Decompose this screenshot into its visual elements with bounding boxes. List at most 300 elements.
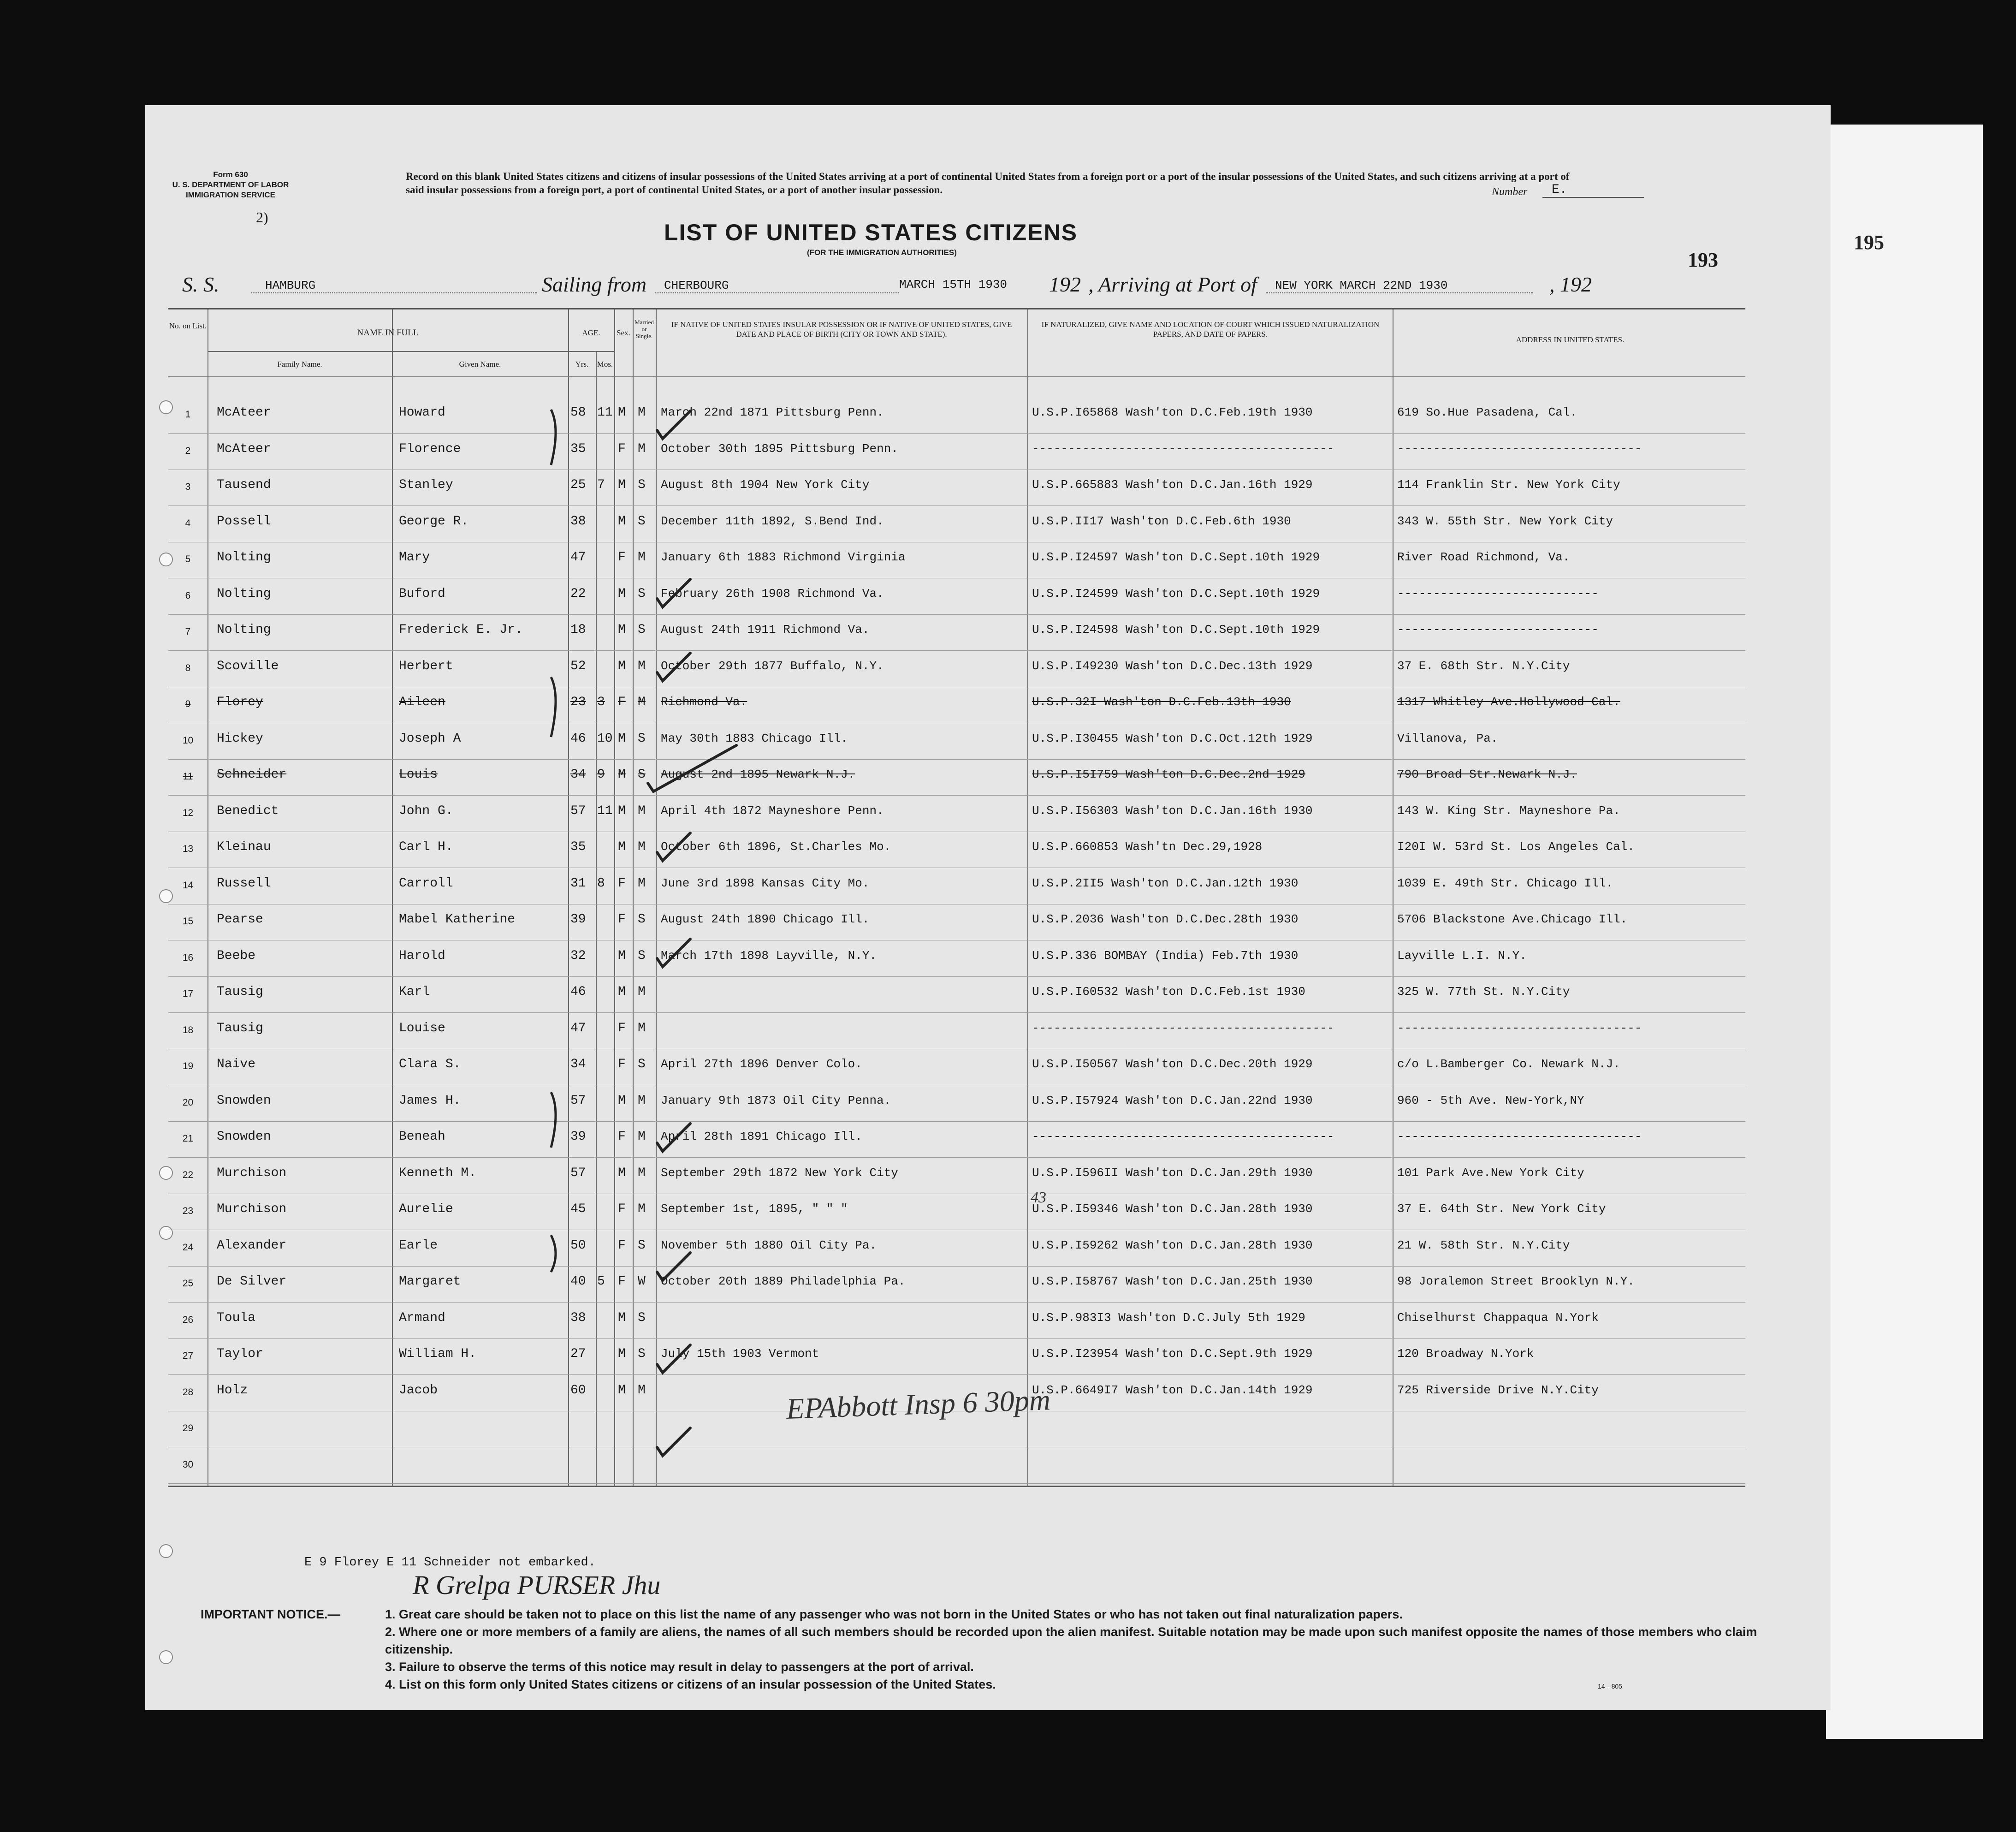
cell-no: 13 [182,844,194,854]
cell-nat: U.S.P.983I3 Wash'ton D.C.July 5th 1929 [1032,1310,1305,1325]
cell-yrs: 39 [570,912,586,927]
cell-nat: U.S.P.665883 Wash'ton D.C.Jan.16th 1929 [1032,478,1313,492]
cell-given: Joseph A [399,731,461,746]
col-age: AGE. [582,328,600,337]
cell-ms: S [638,1057,646,1071]
cell-birth: September 29th 1872 New York City [661,1166,898,1180]
cell-yrs: 57 [570,1093,586,1108]
cell-sex: M [618,1383,626,1398]
cell-family: McAteer [217,405,271,420]
cell-addr: I20I W. 53rd St. Los Angeles Cal. [1397,840,1635,854]
form-id-block [161,170,300,200]
cell-nat: ------------------------------------------ [1032,1130,1334,1143]
cell-sex: M [618,1166,626,1180]
cell-yrs: 25 [570,478,586,492]
notice-item-3: 3. Failure to observe the terms of this notice may result in delay to passengers at the port of arrival. [385,1660,974,1674]
cell-addr: 1317 Whitley Ave.Hollywood Cal. [1397,695,1620,709]
cell-mos: 5 [597,1274,605,1289]
cell-given: John G. [399,803,453,818]
handwritten-43: 43 [1031,1189,1046,1206]
cell-given: George R. [399,514,469,529]
col-mos: Mos. [597,360,613,369]
cell-sex: F [618,1202,626,1216]
ship-name: HAMBURG [251,279,537,293]
cell-no: 4 [185,517,191,529]
record-note: Record on this blank United States citizens and citizens of insular possessions of the United States arriving at a port of continental United States from a foreign port or a port of the insular possessions of the United States, and such citizens arriving at a port of said insular possessions from a foreign port, a port of continental United States, or a port of another insular possession. [406,171,1570,196]
cell-no: 12 [182,807,194,818]
cell-birth: November 5th 1880 Oil City Pa. [661,1238,877,1252]
cell-nat: U.S.P.I24599 Wash'ton D.C.Sept.10th 1929 [1032,586,1320,601]
cell-ms: W [638,1274,646,1289]
cell-addr: 619 So.Hue Pasadena, Cal. [1397,405,1577,419]
cell-yrs: 47 [570,550,586,565]
sailing-port: CHERBOURG [655,279,899,293]
col-yrs: Yrs. [575,360,589,369]
cell-addr: 790 Broad Str.Newark N.J. [1397,767,1577,781]
cell-no: 21 [182,1133,194,1144]
cell-no: 5 [185,554,191,565]
cell-sex: M [618,514,626,529]
cell-sex: M [618,586,626,601]
table-body [168,397,1745,1486]
cell-ms: M [638,405,646,420]
cell-ms: S [638,731,646,746]
cell-given: Earle [399,1238,438,1253]
cell-sex: M [618,840,626,854]
cell-yrs: 31 [570,876,586,891]
col-no: No. on List. [169,321,207,330]
cell-nat: U.S.P.I596II Wash'ton D.C.Jan.29th 1930 [1032,1166,1313,1180]
cell-nat: U.S.P.336 BOMBAY (India) Feb.7th 1930 [1032,948,1299,963]
cell-family: McAteer [217,441,271,456]
cell-family: Snowden [217,1093,271,1108]
cell-sex: F [618,1274,626,1289]
cell-given: Louise [399,1021,445,1035]
cell-given: Beneah [399,1130,445,1144]
col-given-name: Given Name. [459,360,501,369]
cell-nat: U.S.P.I57924 Wash'ton D.C.Jan.22nd 1930 [1032,1093,1313,1107]
cell-family: Russell [217,876,271,891]
cell-family: Florey [217,695,263,709]
cell-sex: M [618,1347,626,1361]
notice-items [385,1606,1814,1693]
table-row [168,614,1745,651]
cell-birth: August 8th 1904 New York City [661,478,870,492]
cell-addr: 101 Park Ave.New York City [1397,1166,1584,1180]
page-subtitle: (FOR THE IMMIGRATION AUTHORITIES) [807,248,957,257]
cell-nat: U.S.P.I59262 Wash'ton D.C.Jan.28th 1930 [1032,1238,1313,1252]
cell-addr: 1039 E. 49th Str. Chicago Ill. [1397,876,1613,890]
cell-addr: 37 E. 68th Str. N.Y.City [1397,659,1570,673]
manifest-page [145,105,1831,1710]
cell-given: Carroll [399,876,453,891]
cell-no: 19 [182,1061,194,1071]
passenger-table [168,308,1745,1487]
cell-sex: M [618,803,626,818]
cell-yrs: 40 [570,1274,586,1289]
cell-ms: M [638,1130,646,1144]
cell-yrs: 58 [570,405,586,420]
cell-yrs: 27 [570,1347,586,1361]
cell-addr: ---------------------------------- [1397,1021,1642,1035]
cell-family: Benedict [217,803,279,818]
cell-given: Harold [399,948,445,963]
cell-ms: S [638,1238,646,1253]
cell-addr: 143 W. King Str. Mayneshore Pa. [1397,803,1620,818]
table-row [168,940,1745,977]
check-marks [629,396,740,1503]
punch-hole [159,1544,173,1558]
cell-nat: U.S.P.I59346 Wash'ton D.C.Jan.28th 1930 [1032,1202,1313,1216]
col-family-name: Family Name. [277,360,322,369]
cell-family: Holz [217,1383,248,1398]
cell-ms: M [638,441,646,456]
table-row [168,759,1745,796]
col-birth: IF NATIVE OF UNITED STATES INSULAR POSSESSION OR IF NATIVE OF UNITED STATES, GIVE DATE AND PLACE OF BIRTH (CITY OR TOWN AND STATE). [671,320,1012,339]
cell-given: Kenneth M. [399,1166,477,1180]
cell-yrs: 45 [570,1202,586,1216]
cell-birth: October 20th 1889 Philadelphia Pa. [661,1274,906,1288]
number-value: E. [1542,183,1644,198]
cell-given: Armand [399,1310,445,1325]
cell-yrs: 57 [570,1166,586,1180]
cell-birth: June 3rd 1898 Kansas City Mo. [661,876,870,890]
cell-no: 24 [182,1242,194,1253]
table-row [168,1303,1745,1339]
cell-ms: M [638,550,646,565]
cell-no: 20 [182,1097,194,1108]
cell-yrs: 38 [570,514,586,529]
notice-item-4: 4. List on this form only United States citizens or citizens of an insular possession of the United States. [385,1677,996,1691]
cell-yrs: 18 [570,623,586,637]
table-row [168,868,1745,904]
col-married: Married or Single. [634,319,654,339]
cell-birth: October 30th 1895 Pittsburg Penn. [661,441,898,456]
cell-addr: 725 Riverside Drive N.Y.City [1397,1383,1599,1397]
cell-birth: March 17th 1898 Layville, N.Y. [661,948,877,963]
table-row [168,1447,1745,1484]
year-stub-1: 192 [1049,273,1081,296]
cell-family: Tausig [217,985,263,999]
table-row [168,1085,1745,1122]
cell-sex: F [618,1130,626,1144]
cell-nat: U.S.P.2II5 Wash'ton D.C.Jan.12th 1930 [1032,876,1299,890]
table-row [168,1121,1745,1158]
cell-no: 27 [182,1350,194,1361]
sailing-date: MARCH 15TH 1930 [899,278,1008,291]
cell-birth: Richmond Va. [661,695,747,709]
cell-sex: F [618,876,626,891]
cell-yrs: 22 [570,586,586,601]
cell-mos: 3 [597,695,605,709]
not-embarked-note: E 9 Florey E 11 Schneider not embarked. [304,1556,596,1570]
cell-sex: M [618,405,626,420]
cell-birth: August 24th 1911 Richmond Va. [661,623,870,636]
form-number: Form 630 [213,170,248,179]
cell-addr: 960 - 5th Ave. New-York,NY [1397,1093,1584,1107]
cell-family: Toula [217,1310,256,1325]
cell-nat: U.S.P.I49230 Wash'ton D.C.Dec.13th 1929 [1032,659,1313,673]
table-row [168,542,1745,578]
table-row [168,1230,1745,1267]
cell-yrs: 52 [570,659,586,673]
cell-family: Murchison [217,1166,287,1180]
cell-ms: M [638,1383,646,1398]
cell-sex: M [618,767,626,782]
cell-no: 8 [185,662,191,673]
cell-birth: August 2nd 1895 Newark N.J. [661,767,855,781]
table-row [168,470,1745,506]
cell-ms: S [638,948,646,963]
cell-addr: 120 Broadway N.York [1397,1347,1534,1361]
cell-sex: F [618,1238,626,1253]
cell-no: 16 [182,952,194,963]
cell-given: Karl [399,985,430,999]
cell-nat: U.S.P.6649I7 Wash'ton D.C.Jan.14th 1929 [1032,1383,1313,1397]
cell-yrs: 34 [570,767,586,782]
cell-sex: M [618,478,626,492]
cell-sex: M [618,1093,626,1108]
cell-yrs: 38 [570,1310,586,1325]
cell-family: Tausend [217,478,271,492]
cell-addr: 114 Franklin Str. New York City [1397,478,1620,492]
cell-given: Mary [399,550,430,565]
cell-given: Stanley [399,478,453,492]
cell-no: 9 [185,699,191,709]
cell-birth: February 26th 1908 Richmond Va. [661,586,884,601]
cell-no: 6 [185,590,191,601]
cell-nat: U.S.P.I65868 Wash'ton D.C.Feb.19th 1930 [1032,405,1313,419]
adjacent-page-number: 195 [1854,231,1884,254]
cell-family: Snowden [217,1130,271,1144]
cell-birth: April 4th 1872 Mayneshore Penn. [661,803,884,818]
cell-ms: S [638,514,646,529]
cell-nat: U.S.P.32I Wash'ton D.C.Feb.13th 1930 [1032,695,1291,709]
cell-yrs: 47 [570,1021,586,1035]
cell-birth: August 24th 1890 Chicago Ill. [661,912,870,926]
cell-no: 30 [182,1459,194,1470]
cell-family: Scoville [217,659,279,673]
cell-ms: S [638,767,646,782]
cell-birth: September 1st, 1895, " " " [661,1202,848,1216]
cell-given: Aileen [399,695,445,709]
cell-birth: May 30th 1883 Chicago Ill. [661,731,848,745]
table-row [168,651,1745,687]
cell-addr: ---------------------------- [1397,586,1599,601]
cell-sex: M [618,985,626,999]
cell-ms: M [638,876,646,891]
cell-addr: c/o L.Bamberger Co. Newark N.J. [1397,1057,1620,1071]
table-row [168,1194,1745,1230]
cell-ms: M [638,1093,646,1108]
cell-ms: S [638,1347,646,1361]
cell-ms: M [638,985,646,999]
cell-no: 11 [183,771,193,782]
ss-label: S. S. [182,273,219,296]
cell-family: Naive [217,1057,256,1071]
cell-mos: 8 [597,876,605,891]
cell-addr: 98 Joralemon Street Brooklyn N.Y. [1397,1274,1635,1288]
cell-ms: S [638,912,646,927]
cell-sex: F [618,912,626,927]
cell-no: 28 [182,1386,194,1398]
cell-no: 26 [182,1314,194,1325]
print-code: 14—805 [1598,1683,1622,1690]
cell-given: Carl H. [399,840,453,854]
cell-nat: U.S.P.I23954 Wash'ton D.C.Sept.9th 1929 [1032,1347,1313,1361]
cell-ms: M [638,695,646,709]
cell-ms: S [638,586,646,601]
bracket-marks [542,400,569,1277]
cell-ms: S [638,1310,646,1325]
table-row [168,687,1745,723]
table-row [168,723,1745,760]
table-row [168,1158,1745,1194]
cell-mos: 9 [597,767,605,782]
cell-yrs: 35 [570,840,586,854]
cell-nat: U.S.P.660853 Wash'tn Dec.29,1928 [1032,840,1263,854]
cell-family: Possell [217,514,271,529]
cell-given: Frederick E. Jr. [399,623,523,637]
cell-no: 1 [185,409,191,420]
cell-family: Schneider [217,767,287,782]
cell-nat: U.S.P.2036 Wash'ton D.C.Dec.28th 1930 [1032,912,1299,926]
cell-given: Howard [399,405,445,420]
department: U. S. DEPARTMENT OF LABOR [172,180,289,189]
cell-birth: July 15th 1903 Vermont [661,1347,819,1361]
cell-birth: January 9th 1873 Oil City Penna. [661,1093,891,1107]
cell-family: Nolting [217,623,271,637]
table-row [168,904,1745,940]
cell-given: Jacob [399,1383,438,1398]
cell-no: 14 [182,880,194,891]
cell-birth: December 11th 1892, S.Bend Ind. [661,514,884,528]
table-row [168,976,1745,1013]
cell-nat: U.S.P.I30455 Wash'ton D.C.Oct.12th 1929 [1032,731,1313,745]
cell-mos: 11 [597,405,613,420]
table-row [168,397,1745,434]
cell-nat: U.S.P.I58767 Wash'ton D.C.Jan.25th 1930 [1032,1274,1313,1288]
cell-given: Mabel Katherine [399,912,516,927]
cell-addr: 37 E. 64th Str. New York City [1397,1202,1606,1216]
cell-birth: March 22nd 1871 Pittsburg Penn. [661,405,884,419]
cell-family: Nolting [217,586,271,601]
cell-addr: Layville L.I. N.Y. [1397,948,1527,963]
cell-sex: M [618,1310,626,1325]
page-title: LIST OF UNITED STATES CITIZENS [664,220,1078,245]
cell-no: 2 [185,445,191,456]
cell-addr: Villanova, Pa. [1397,731,1498,745]
cell-given: Herbert [399,659,453,673]
cell-addr: ---------------------------------- [1397,441,1642,456]
arriving-label: , Arriving at Port of [1088,273,1257,296]
cell-addr: 5706 Blackstone Ave.Chicago Ill. [1397,912,1628,926]
cell-yrs: 23 [570,695,586,709]
cell-addr: ---------------------------------- [1397,1130,1642,1143]
cell-yrs: 60 [570,1383,586,1398]
col-naturalized: IF NATURALIZED, GIVE NAME AND LOCATION OF COURT WHICH ISSUED NATURALIZATION PAPERS, AND DATE OF PAPERS. [1041,320,1380,339]
sailing-label: Sailing from [542,273,647,296]
cell-no: 15 [182,916,194,927]
cell-mos: 11 [597,803,613,818]
purser-signature: R Grelpa PURSER Jhu [413,1570,661,1600]
cell-sex: F [618,695,626,709]
cell-given: Aurelie [399,1202,453,1216]
col-address: ADDRESS IN UNITED STATES. [1516,335,1625,344]
punch-hole [159,1650,173,1664]
cell-no: 7 [185,626,191,637]
cell-birth: October 29th 1877 Buffalo, N.Y. [661,659,884,673]
cell-ms: M [638,659,646,673]
cell-birth: April 28th 1891 Chicago Ill. [661,1130,862,1143]
cell-addr: Chiselhurst Chappaqua N.York [1397,1310,1599,1325]
cell-ms: M [638,840,646,854]
cell-no: 22 [182,1169,194,1180]
table-row [168,832,1745,868]
handwritten-mark: 2) [256,209,268,226]
cell-given: William H. [399,1347,477,1361]
service: IMMIGRATION SERVICE [186,190,275,199]
cell-mos: 10 [597,731,613,746]
cell-no: 10 [182,735,194,746]
cell-nat: U.S.P.I5I759 Wash'ton D.C.Dec.2nd 1929 [1032,767,1305,781]
cell-yrs: 35 [570,441,586,456]
cell-yrs: 46 [570,985,586,999]
table-row [168,578,1745,615]
cell-given: Louis [399,767,438,782]
cell-sex: F [618,441,626,456]
cell-family: Pearse [217,912,263,927]
col-sex: Sex. [617,328,630,337]
cell-family: Tausig [217,1021,263,1035]
cell-given: Buford [399,586,445,601]
cell-given: Margaret [399,1274,461,1289]
cell-no: 18 [182,1024,194,1035]
cell-nat: U.S.P.I50567 Wash'ton D.C.Dec.20th 1929 [1032,1057,1313,1071]
col-name-in-full: NAME IN FULL [357,328,419,338]
cell-sex: F [618,1057,626,1071]
cell-family: Nolting [217,550,271,565]
cell-no: 23 [182,1206,194,1216]
notice-item-1: 1. Great care should be taken not to place on this list the name of any passenger who was not born in the United States or who has not taken out final naturalization papers. [385,1607,1403,1621]
arrival-port: NEW YORK MARCH 22ND 1930 [1266,279,1533,293]
cell-yrs: 50 [570,1238,586,1253]
number-label: Number [1492,186,1528,198]
cell-ms: M [638,1021,646,1035]
cell-addr: 343 W. 55th Str. New York City [1397,514,1613,528]
cell-yrs: 34 [570,1057,586,1071]
table-row [168,796,1745,832]
cell-sex: F [618,1021,626,1035]
cell-sex: M [618,659,626,673]
cell-yrs: 32 [570,948,586,963]
page-number: 193 [1688,249,1718,271]
cell-no: 17 [182,988,194,999]
cell-yrs: 39 [570,1130,586,1144]
cell-addr: ---------------------------- [1397,623,1599,636]
cell-family: Hickey [217,731,263,746]
cell-sex: M [618,623,626,637]
cell-yrs: 57 [570,803,586,818]
table-row [168,1338,1745,1375]
cell-nat: ------------------------------------------ [1032,441,1334,456]
notice-label: IMPORTANT NOTICE.— [201,1607,340,1621]
notice-item-2: 2. Where one or more members of a family are aliens, the names of all such members should be recorded upon the alien manifest. Suitable notation may be made upon such manifest opposite the names of those members who claim citizenship. [385,1625,1757,1656]
cell-birth: April 27th 1896 Denver Colo. [661,1057,862,1071]
cell-no: 29 [182,1423,194,1433]
cell-family: Taylor [217,1347,263,1361]
cell-nat: U.S.P.I56303 Wash'ton D.C.Jan.16th 1930 [1032,803,1313,818]
